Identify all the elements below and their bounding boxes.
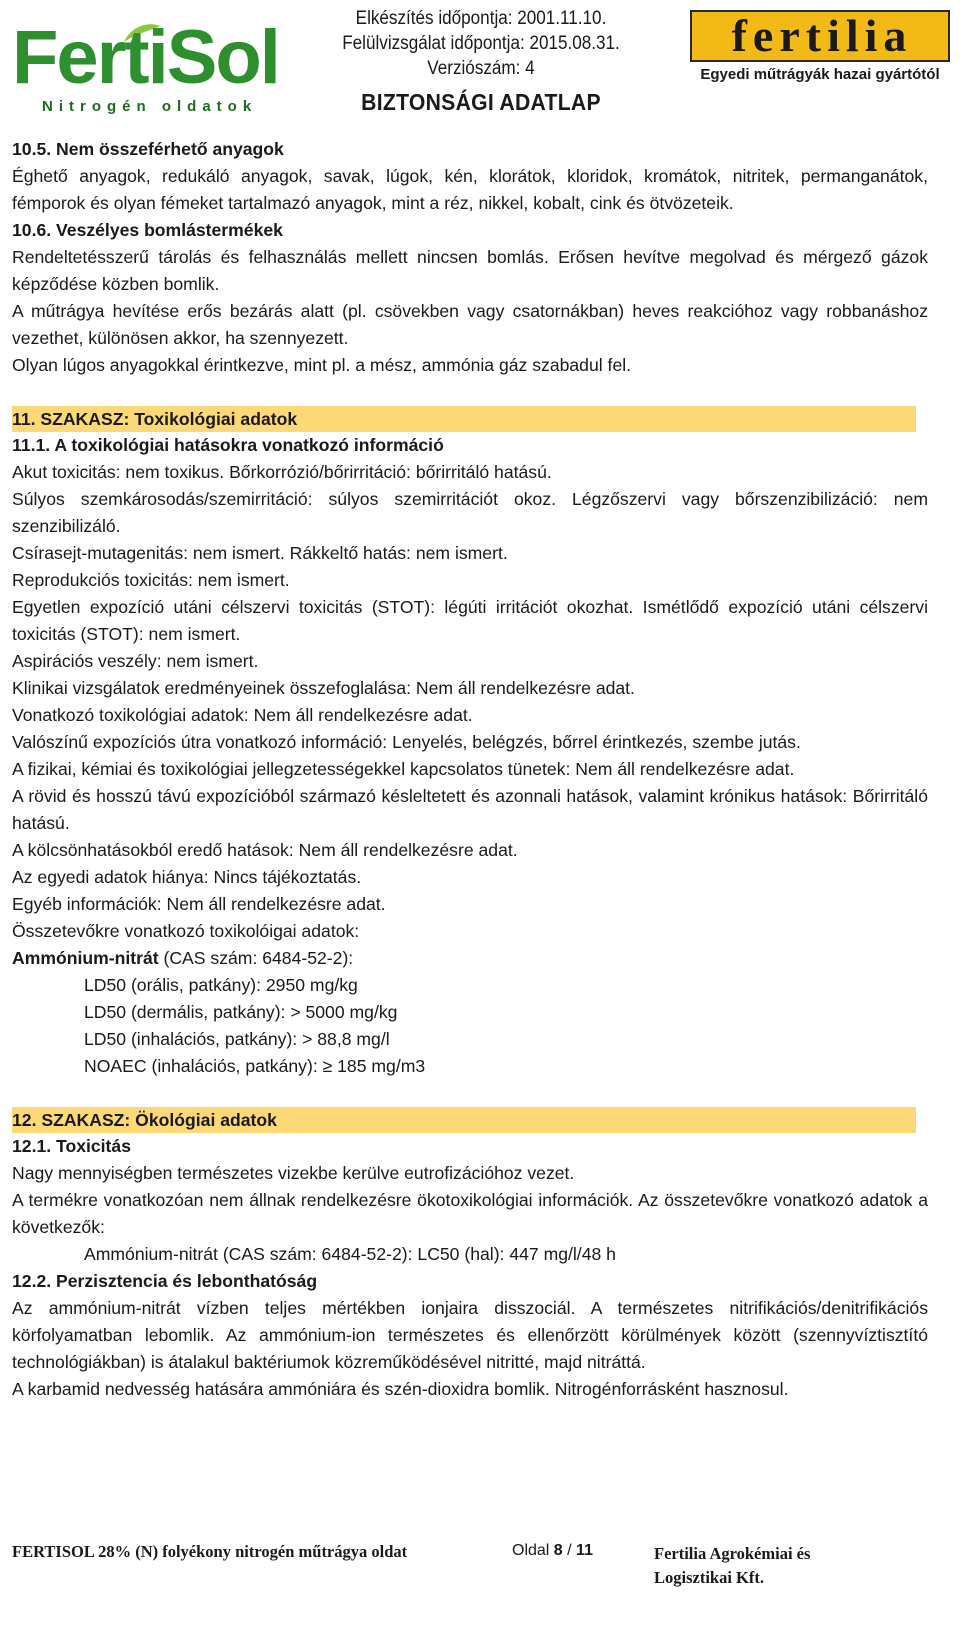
footer-product: FERTISOL 28% (N) folyékony nitrogén műtrágya oldat bbox=[12, 1542, 408, 1561]
tox-line: Az egyedi adatok hiánya: Nincs tájékoztatás. bbox=[12, 867, 362, 887]
tox-line: Súlyos szemkárosodás/szemirritáció: súlyos szemirritációt okoz. Légzőszervi vagy bőrszenzibilizáció: nem szenzibilizáló. bbox=[12, 489, 928, 536]
page-current: 8 bbox=[553, 1542, 563, 1559]
page-total: 11 bbox=[576, 1542, 593, 1559]
fertilia-logo-box bbox=[690, 10, 950, 62]
tox-line: Klinikai vizsgálatok eredményeinek összefoglalása: Nem áll rendelkezésre adat. bbox=[12, 678, 635, 698]
paragraph-12-1-c: Ammónium-nitrát (CAS szám: 6484-52-2): LC50 (hal): 447 mg/l/48 h bbox=[84, 1244, 616, 1264]
paragraph-10-6-c: Olyan lúgos anyagokkal érintkezve, mint pl. a mész, ammónia gáz szabadul fel. bbox=[12, 355, 632, 375]
page-footer bbox=[12, 1542, 952, 1612]
paragraph-10-6-b: A műtrágya hevítése erős bezárás alatt (pl. csövekben vagy csatornákban) heves reakcióhoz vagy robbanáshoz vezethet, különösen akkor, ha szennyezett. bbox=[12, 301, 928, 348]
created-date: Elkészítés időpontja: 2001.11.10. bbox=[355, 8, 607, 29]
tox-value: LD50 (inhalációs, patkány): > 88,8 mg/l bbox=[84, 1029, 390, 1049]
heading-11-1: 11.1. A toxikológiai hatásokra vonatkozó információ bbox=[12, 435, 444, 455]
paragraph-12-2-a: Az ammónium-nitrát vízben teljes mértékben ionjaira disszociál. A természetes nitrifikációs/denitrifikációs körfolyamatban lebomlik. Az ammónium-ion természetes és ellenőrzött körülmények között (szennyvíztisztító technológiákban) is átalakul baktériumok közreműködésével nitritté, majd nitráttá. bbox=[12, 1298, 928, 1372]
heading-10-6: 10.6. Veszélyes bomlástermékek bbox=[12, 220, 283, 240]
tox-line: A fizikai, kémiai és toxikológiai jellegzetességekkel kapcsolatos tünetek: Nem áll rendelkezésre adat. bbox=[12, 759, 795, 779]
paragraph-10-6-a: Rendeltetésszerű tárolás és felhasználás mellett nincsen bomlás. Erősen hevítve megolvad és mérgező gázok képződése közben bomlik. bbox=[12, 247, 928, 294]
tox-line: Akut toxicitás: nem toxikus. Bőrkorrózió/bőrirritáció: bőrirritáló hatású. bbox=[12, 462, 552, 482]
fertisol-logo-subtitle: Nitrogén oldatok bbox=[42, 98, 258, 115]
substance-name: Ammónium-nitrát bbox=[12, 948, 159, 968]
page-number bbox=[512, 1542, 593, 1560]
tox-line: Aspirációs veszély: nem ismert. bbox=[12, 651, 259, 671]
fertisol-logo bbox=[12, 15, 279, 118]
footer-company-line-2: Logisztikai Kft. bbox=[654, 1568, 764, 1587]
page-prefix: Oldal bbox=[512, 1542, 554, 1559]
paragraph-12-1-a: Nagy mennyiségben természetes vizekbe kerülve eutrofizációhoz vezet. bbox=[12, 1163, 575, 1183]
tox-line: Csírasejt-mutagenitás: nem ismert. Rákkeltő hatás: nem ismert. bbox=[12, 543, 508, 563]
document-body bbox=[12, 136, 928, 1403]
tox-line: Egyéb információk: Nem áll rendelkezésre adat. bbox=[12, 894, 386, 914]
spacer bbox=[12, 379, 928, 406]
fertilia-logo bbox=[690, 10, 952, 92]
version-number: Verziószám: 4 bbox=[427, 58, 535, 79]
fertisol-logo-text: FertiSol bbox=[12, 15, 279, 100]
document-meta bbox=[316, 6, 646, 116]
tox-value: LD50 (orális, patkány): 2950 mg/kg bbox=[84, 975, 358, 995]
substance-cas: (CAS szám: 6484-52-2): bbox=[158, 948, 354, 968]
substance-line bbox=[12, 945, 928, 972]
paragraph-12-2-b: A karbamid nedvesség hatására ammóniára és szén-dioxidra bomlik. Nitrogénforrásként hasznosul. bbox=[12, 1379, 789, 1399]
page-header bbox=[0, 0, 960, 140]
heading-10-5: 10.5. Nem összeférhető anyagok bbox=[12, 139, 284, 159]
paragraph-10-5: Éghető anyagok, redukáló anyagok, savak, lúgok, kén, klorátok, kloridok, kromátok, nitritek, permanganátok, fémporok és olyan fémeket tartalmazó anyagok, mint a réz, nikkel, kobalt, cink és ötvözeteik. bbox=[12, 166, 928, 213]
tox-line: Egyetlen expozíció utáni célszervi toxicitás (STOT): légúti irritációt okozhat. Ismétlődő expozíció utáni célszervi toxicitás (STOT): nem ismert. bbox=[12, 597, 928, 644]
heading-12-2: 12.2. Perzisztencia és lebonthatóság bbox=[12, 1271, 318, 1291]
page-sep: / bbox=[562, 1542, 577, 1559]
document-title: BIZTONSÁGI ADATLAP bbox=[361, 89, 601, 115]
heading-12-1: 12.1. Toxicitás bbox=[12, 1136, 131, 1156]
fertilia-tagline: Egyedi műtrágyák hazai gyártótól bbox=[700, 66, 940, 83]
tox-line: Reprodukciós toxicitás: nem ismert. bbox=[12, 570, 290, 590]
tox-value: NOAEC (inhalációs, patkány): ≥ 185 mg/m3 bbox=[84, 1056, 426, 1076]
spacer bbox=[12, 1080, 928, 1107]
tox-line: A kölcsönhatásokból eredő hatások: Nem áll rendelkezésre adat. bbox=[12, 840, 518, 860]
section-12-bar: 12. SZAKASZ: Ökológiai adatok bbox=[12, 1107, 916, 1133]
tox-value: LD50 (dermális, patkány): > 5000 mg/kg bbox=[84, 1002, 398, 1022]
paragraph-12-1-b: A termékre vonatkozóan nem állnak rendelkezésre ökotoxikológiai információk. Az összetevőkre vonatkozó adatok a következők: bbox=[12, 1190, 928, 1237]
revised-date: Felülvizsgálat időpontja: 2015.08.31. bbox=[342, 33, 620, 54]
tox-line: Vonatkozó toxikológiai adatok: Nem áll rendelkezésre adat. bbox=[12, 705, 473, 725]
tox-line: Valószínű expozíciós útra vonatkozó információ: Lenyelés, belégzés, bőrrel érintkezés, szembe jutás. bbox=[12, 732, 801, 752]
tox-line: Összetevőkre vonatkozó toxikolóigai adatok: bbox=[12, 921, 360, 941]
footer-company-line-1: Fertilia Agrokémiai és bbox=[654, 1544, 811, 1563]
fertilia-logo-text: fertilia bbox=[731, 10, 913, 61]
footer-company bbox=[654, 1542, 810, 1590]
tox-line: A rövid és hosszú távú expozícióból származó késleltetett és azonnali hatások, valamint krónikus hatások: Bőrirritáló hatású. bbox=[12, 786, 928, 833]
section-11-bar: 11. SZAKASZ: Toxikológiai adatok bbox=[12, 406, 916, 432]
